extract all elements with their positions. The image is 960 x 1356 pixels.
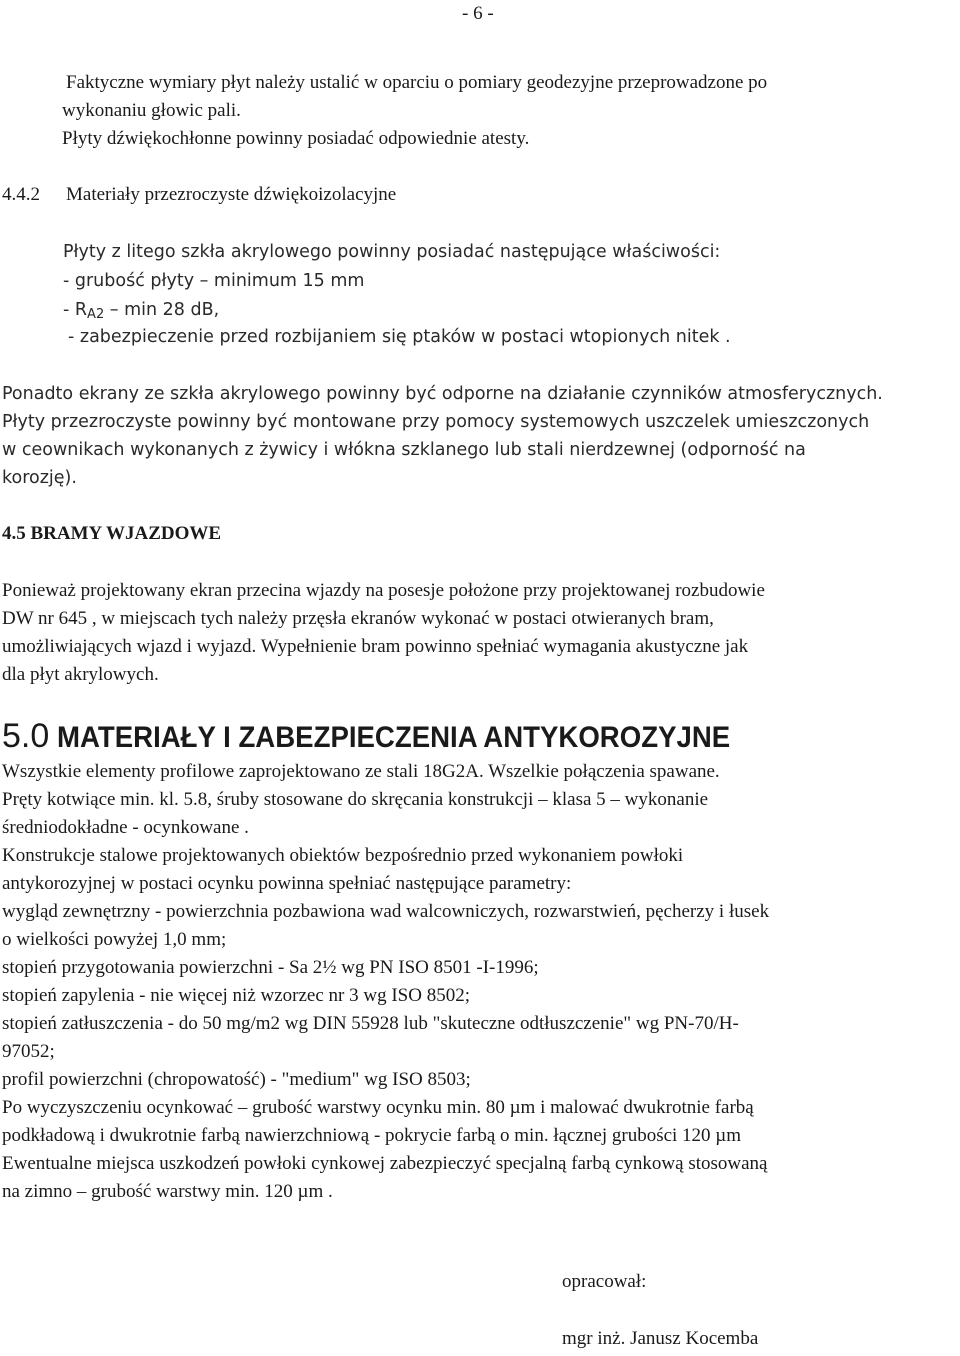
paragraph-line: Ponieważ projektowany ekran przecina wjazdy na posesje położone przy projektowanej rozbudowie — [2, 580, 765, 601]
paragraph-line: średniodokładne - ocynkowane . — [2, 817, 249, 838]
paragraph-line: wykonaniu głowic pali. — [62, 100, 241, 121]
paragraph-line: na zimno – grubość warstwy min. 120 µm . — [2, 1181, 333, 1202]
paragraph-line: stopień zatłuszczenia - do 50 mg/m2 wg DIN 55928 lub "skuteczne odtłuszczenie" wg PN-70/H- — [2, 1013, 739, 1034]
paragraph-line: antykorozyjnej w postaci ocynku powinna spełniać następujące parametry: — [2, 873, 572, 894]
paragraph-line: Faktyczne wymiary płyt należy ustalić w oparciu o pomiary geodezyjne przeprowadzone po — [66, 72, 768, 93]
subscript: A2 — [87, 307, 105, 322]
page-number: - 6 - — [462, 3, 494, 24]
list-item: - grubość płyty – minimum 15 mm — [63, 271, 365, 291]
section-title: Materiały przezroczyste dźwiękoizolacyjne — [66, 184, 397, 205]
paragraph-line: Płyty dźwiękochłonne powinny posiadać odpowiednie atesty. — [62, 128, 530, 149]
paragraph-line: dla płyt akrylowych. — [2, 664, 159, 685]
prepared-by-label: opracował: — [562, 1271, 647, 1292]
paragraph-line: podkładową i dwukrotnie farbą nawierzchniową - pokrycie farbą o min. łącznej grubości 120 µm — [2, 1125, 742, 1146]
section-title: MATERIAŁY I ZABEZPIECZENIA ANTYKOROZYJNE — [57, 721, 731, 754]
paragraph-line: Ponadto ekrany ze szkła akrylowego powinny być odporne na działanie czynników atmosferycznych. — [2, 384, 883, 404]
section-number: 4.4.2 — [2, 184, 40, 205]
paragraph-line: Wszystkie elementy profilowe zaprojektowano ze stali 18G2A. Wszelkie połączenia spawane. — [2, 761, 720, 782]
section-heading-4-5: 4.5 BRAMY WJAZDOWE — [2, 523, 222, 544]
paragraph-line: 97052; — [2, 1041, 55, 1062]
paragraph-line: umożliwiających wjazd i wyjazd. Wypełnienie bram powinno spełniać wymagania akustyczne jak — [2, 636, 749, 657]
section-number: 5.0 — [2, 717, 50, 755]
paragraph-line: Pręty kotwiące min. kl. 5.8, śruby stosowane do skręcania konstrukcji – klasa 5 – wykonanie — [2, 789, 709, 810]
paragraph-line: profil powierzchni (chropowatość) - "medium" wg ISO 8503; — [2, 1069, 471, 1090]
paragraph-line: stopień zapylenia - nie więcej niż wzorzec nr 3 wg ISO 8502; — [2, 985, 470, 1006]
section-heading-4-4-2 — [2, 184, 396, 206]
paragraph-line: Płyty z litego szkła akrylowego powinny posiadać następujące właściwości: — [63, 242, 721, 262]
paragraph-line: o wielkości powyżej 1,0 mm; — [2, 929, 227, 950]
section-heading-5 — [2, 716, 789, 763]
paragraph-line: stopień przygotowania powierzchni - Sa 2½ wg PN ISO 8501 -I-1996; — [2, 957, 539, 978]
paragraph-line: w ceownikach wykonanych z żywicy i włókna szklanego lub stali nierdzewnej (odporność na — [2, 440, 806, 460]
paragraph-line: Konstrukcje stalowe projektowanych obiektów bezpośrednio przed wykonaniem powłoki — [2, 845, 684, 866]
paragraph-line: wygląd zewnętrzny - powierzchnia pozbawiona wad walcowniczych, rozwarstwień, pęcherzy i łusek — [2, 901, 770, 922]
paragraph-line: Po wyczyszczeniu ocynkować – grubość warstwy ocynku min. 80 µm i malować dwukrotnie farbą — [2, 1097, 754, 1118]
paragraph-line: DW nr 645 , w miejscach tych należy przęsła ekranów wykonać w postaci otwieranych bram, — [2, 608, 714, 629]
list-item — [63, 299, 219, 326]
paragraph-line: Ewentualne miejsca uszkodzeń powłoki cynkowej zabezpieczyć specjalną farbą cynkową stosowaną — [2, 1153, 768, 1174]
paragraph-line: korozję). — [2, 468, 77, 488]
paragraph-line: Płyty przezroczyste powinny być montowane przy pomocy systemowych uszczelek umieszczonych — [2, 412, 870, 432]
author-name: mgr inż. Janusz Kocemba — [562, 1328, 759, 1349]
list-item-text: - R — [63, 300, 88, 320]
list-item-text: – min 28 dB, — [104, 300, 220, 320]
list-item: - zabezpieczenie przed rozbijaniem się ptaków w postaci wtopionych nitek . — [68, 327, 731, 347]
